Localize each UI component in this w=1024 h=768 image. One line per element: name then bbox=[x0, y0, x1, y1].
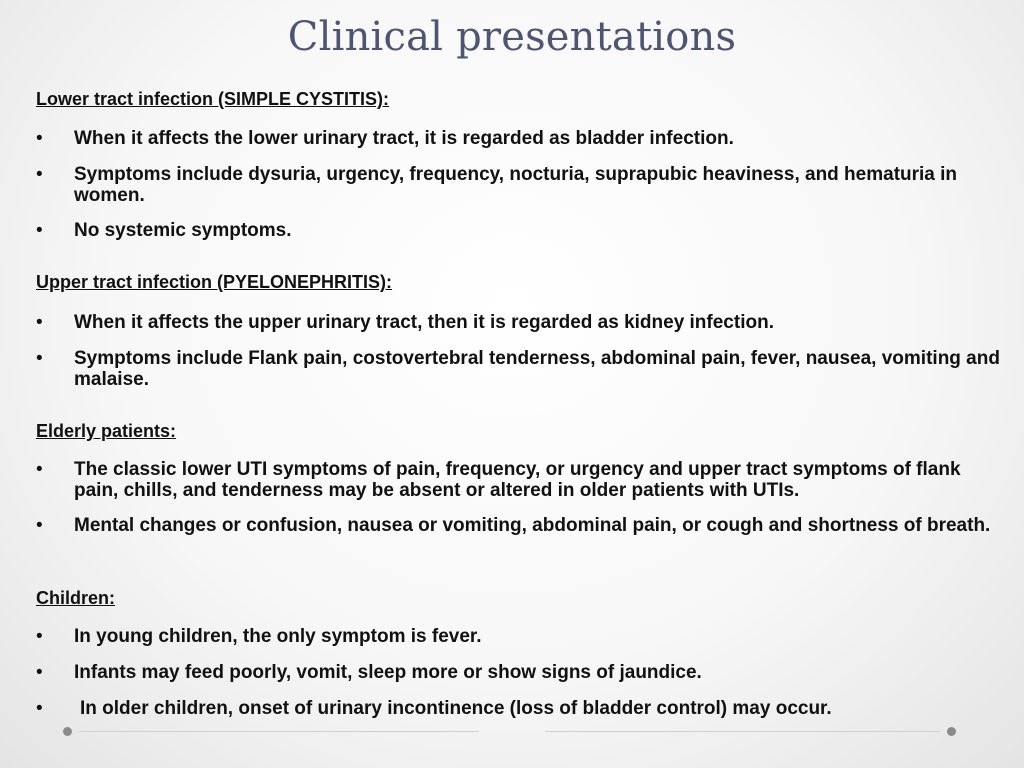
bullet-text: When it affects the upper urinary tract, then it is regarded as kidney infection. bbox=[74, 312, 774, 333]
footer-divider-left bbox=[79, 731, 479, 732]
bullet-text: Mental changes or confusion, nausea or vomiting, abdominal pain, or cough and shortness of breath. bbox=[74, 515, 991, 536]
bullet-item bbox=[36, 348, 1001, 390]
bullet-text: Symptoms include Flank pain, costovertebral tenderness, abdominal pain, fever, nausea, vomiting and malaise. bbox=[74, 348, 1000, 390]
section-heading-children: Children: bbox=[36, 588, 115, 608]
bullet-dot: • bbox=[36, 128, 43, 149]
bullet-item bbox=[36, 220, 1001, 241]
section-heading-lower-tract: Lower tract infection (SIMPLE CYSTITIS): bbox=[36, 89, 390, 109]
bullet-item bbox=[36, 459, 1001, 501]
bullet-text: Infants may feed poorly, vomit, sleep more or show signs of jaundice. bbox=[74, 662, 702, 683]
section-heading-upper-tract: Upper tract infection (PYELONEPHRITIS): bbox=[36, 272, 393, 292]
bullet-dot: • bbox=[36, 662, 43, 683]
bullet-item bbox=[36, 164, 1001, 206]
bullet-dot: • bbox=[36, 515, 43, 536]
footer-divider-right bbox=[545, 731, 940, 732]
pin-dot-icon bbox=[63, 727, 72, 736]
bullet-dot: • bbox=[36, 459, 43, 480]
slide-title: Clinical presentations bbox=[287, 14, 737, 60]
bullet-text: In young children, the only symptom is fever. bbox=[74, 626, 482, 647]
bullet-item bbox=[36, 128, 1001, 149]
bullet-dot: • bbox=[36, 348, 43, 369]
bullet-dot: • bbox=[36, 312, 43, 333]
pin-dot-icon bbox=[947, 727, 956, 736]
bullet-dot: • bbox=[36, 164, 43, 185]
bullet-item bbox=[36, 515, 1001, 536]
bullet-text: No systemic symptoms. bbox=[74, 220, 292, 241]
bullet-dot: • bbox=[36, 626, 43, 647]
bullet-item bbox=[36, 662, 1001, 683]
bullet-text: In older children, onset of urinary incontinence (loss of bladder control) may occur. bbox=[80, 698, 832, 719]
bullet-text: When it affects the lower urinary tract, it is regarded as bladder infection. bbox=[74, 128, 734, 149]
bullet-dot: • bbox=[36, 698, 43, 719]
bullet-item bbox=[36, 698, 1001, 719]
section-heading-elderly: Elderly patients: bbox=[36, 421, 177, 441]
bullet-text: Symptoms include dysuria, urgency, frequency, nocturia, suprapubic heaviness, and hematuria in women. bbox=[74, 164, 958, 206]
bullet-text: The classic lower UTI symptoms of pain, frequency, or urgency and upper tract symptoms of flank pain, chills, and tenderness may be absent or altered in older patients with UTIs. bbox=[74, 459, 961, 501]
bullet-item bbox=[36, 626, 1001, 647]
bullet-item bbox=[36, 312, 1001, 333]
bullet-dot: • bbox=[36, 220, 43, 241]
